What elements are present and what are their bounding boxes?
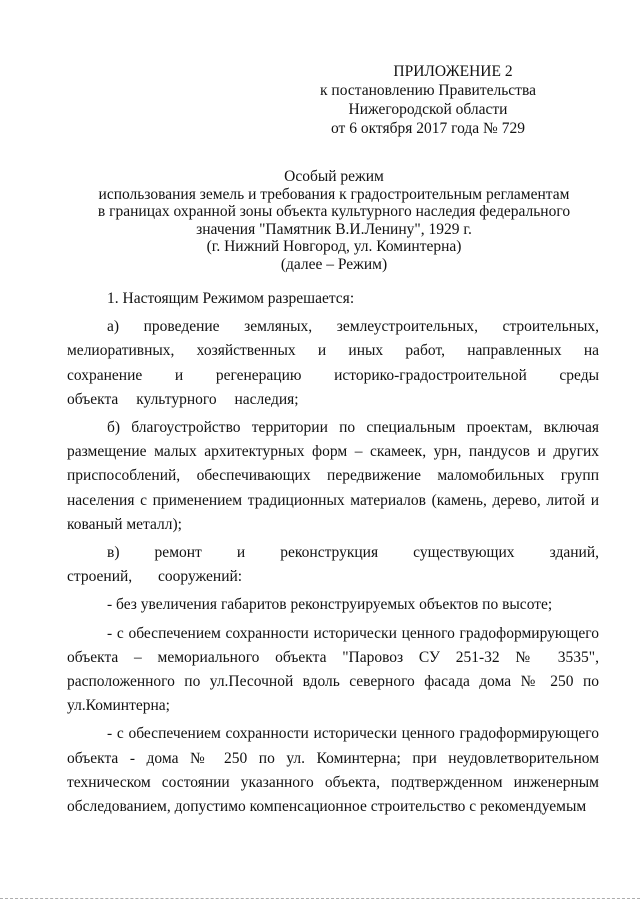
heading-line: Особый режим (284, 168, 384, 185)
paragraph: - с обеспечением сохранности исторически ценного градоформирующего объекта - дома № 250 по ул. Коминтерна; при неудовлетворительном техническом состоянии указанного объекта, подтвержденном инженерным обследованием, допустимо компенсационное строительство с рекомендуемым (67, 725, 599, 816)
paragraph: а) проведение земляных, землеустроительных, строительных, мелиоративных, хозяйственных и иных работ, направленных на сохранение и регенерацию историко-градостроительной среды объекта культурного наследия; (67, 318, 599, 408)
paragraph: б) благоустройство территории по специальным проектам, включая размещение малых архитектурных форм – скамеек, урн, пандусов и других приспособлений, обеспечивающих передвижение маломобильных групп населения с применением традиционных материалов (камень, дерево, литой и кованый металл); (67, 419, 599, 533)
heading-line: использования земель и требования к градостроительным регламентам (98, 185, 570, 203)
heading-line: (г. Нижний Новгород, ул. Коминтерна) (206, 238, 462, 256)
appendix-line: от 6 октября 2017 года № 729 (331, 120, 525, 137)
appendix-title: ПРИЛОЖЕНИЕ 2 (393, 63, 513, 80)
appendix-line: Нижегородской области (348, 101, 508, 118)
heading-line: в границах охранной зоны объекта культурного наследия федерального (97, 203, 571, 221)
paragraph: 1. Настоящим Режимом разрешается: (107, 290, 355, 307)
appendix-block (278, 62, 578, 138)
heading-line: (далее – Режим) (280, 255, 388, 273)
paragraph: - без увеличения габаритов реконструируемых объектов по высоте; (107, 596, 553, 614)
document-heading (60, 168, 608, 274)
appendix-line: к постановлению Правительства (320, 82, 536, 99)
scan-edge-divider (0, 898, 640, 903)
paragraph: в) ремонт и реконструкция существующих зданий, строений, сооружений: (67, 544, 599, 586)
paragraph: - с обеспечением сохранности исторически ценного градоформирующего объекта – мемориального объекта "Паровоз СУ 251-32 № 3535", расположенного по ул.Песочной вдоль северного фасада дома № 250 по ул.Коминтерна; (67, 624, 599, 715)
heading-line: значения "Памятник В.И.Ленину", 1929 г. (196, 220, 472, 238)
document-body (67, 287, 599, 823)
